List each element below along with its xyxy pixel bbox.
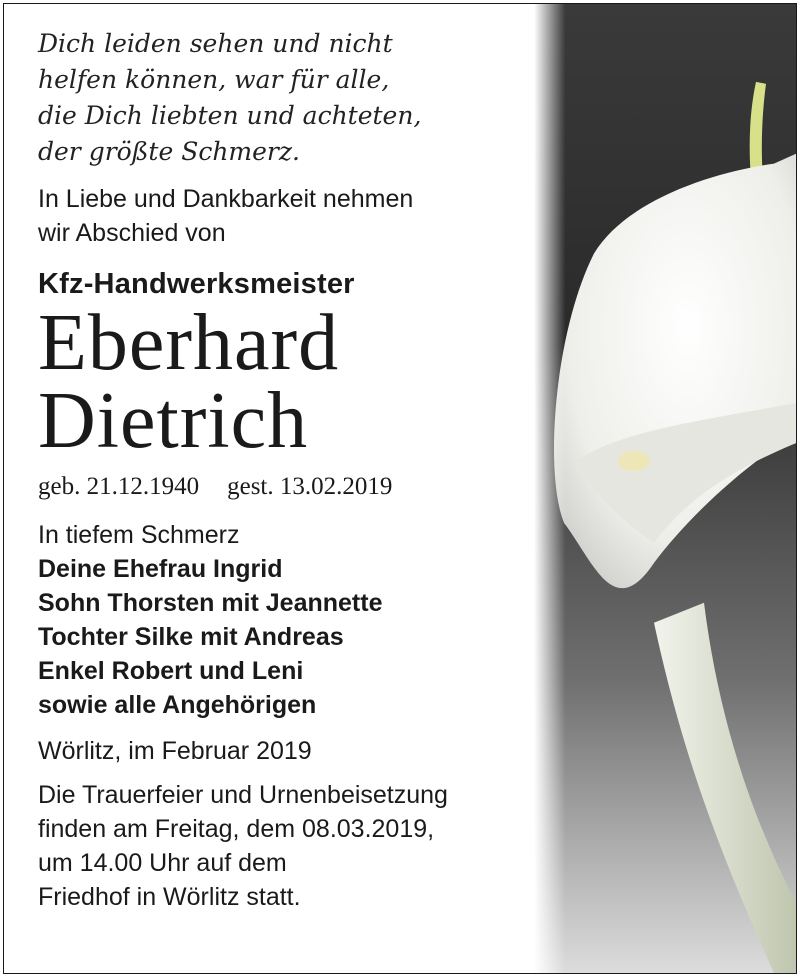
poem [38,26,538,170]
mourner: Tochter Silke mit Andreas [38,623,344,651]
mourner: sowie alle Angehörigen [38,691,317,719]
calla-lily-icon [534,4,796,973]
first-name: Eberhard [38,299,340,387]
mourners [38,518,538,722]
service-line: Friedhof in Wörlitz statt. [38,883,301,911]
place-date: Wörlitz, im Februar 2019 [38,737,312,765]
notice-text [38,26,538,914]
calla-lily-image [534,4,796,973]
service-line: um 14.00 Uhr auf dem [38,849,287,877]
service-line: Die Trauerfeier und Urnenbeisetzung [38,781,448,809]
mourner: Sohn Thorsten mit Jeannette [38,589,383,617]
mourner: Deine Ehefrau Ingrid [38,555,283,583]
deceased-title: Kfz-Handwerksmeister [38,268,355,300]
death-date: gest. 13.02.2019 [227,473,393,500]
last-name: Dietrich [38,377,309,465]
intro-line: wir Abschied von [38,219,226,247]
service-info [38,778,538,914]
intro-line: In Liebe und Dankbarkeit nehmen [38,185,414,213]
deceased-name [38,299,538,465]
mourning-intro: In tiefem Schmerz [38,521,240,549]
poem-line: Dich leiden sehen und nicht [38,29,393,58]
poem-line: helfen können, war für alle, [38,65,390,94]
poem-line: der größte Schmerz. [38,137,300,166]
life-dates [38,470,538,504]
service-line: finden am Freitag, dem 08.03.2019, [38,815,435,843]
poem-line: die Dich liebten und achteten, [38,101,422,130]
obituary-notice [3,3,797,974]
birth-date: geb. 21.12.1940 [38,473,200,500]
farewell-intro [38,182,538,250]
mourner: Enkel Robert und Leni [38,657,304,685]
